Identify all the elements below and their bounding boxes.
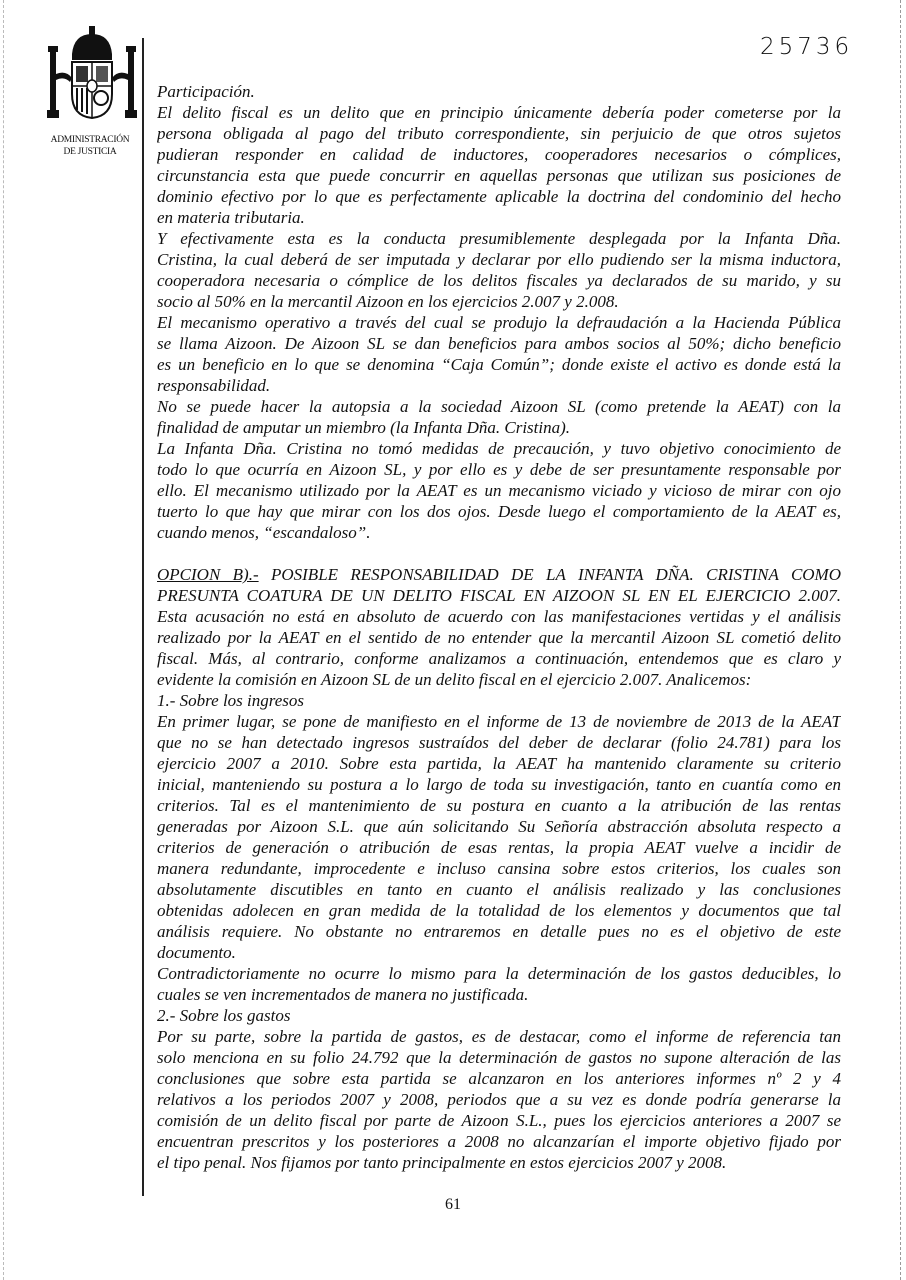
text-line: ello. El mecanismo utilizado por la AEAT es un mecanismo viciado y vicioso de mirar con ojo — [157, 481, 841, 500]
scan-edge-left — [3, 0, 5, 1280]
text-line: todo lo que ocurría en Aizoon SL, y por ello es y debe de ser presuntamente responsable por — [157, 460, 841, 479]
section-heading-label: OPCION B).- — [157, 565, 259, 584]
text-line: ejercicio 2007 a 2010. Sobre esta partida, la AEAT ha mantenido claramente su criterio — [157, 754, 841, 773]
margin-rule — [142, 38, 144, 1196]
text-line: realizado por la AEAT en el sentido de no entender que la mercantil Aizoon SL cometió delito — [157, 628, 841, 647]
text-line: cooperadora necesaria o cómplice de los delitos fiscales ya declarados de su marido, y su — [157, 271, 841, 290]
text-line: solo menciona en su folio 24.792 que la determinación de gastos no supone alteración de las — [157, 1048, 841, 1067]
text-line: cuando menos, “escandaloso”. — [157, 523, 371, 542]
text-line: en materia tributaria. — [157, 208, 305, 227]
text-line: criterios. Tal es el mantenimiento de su postura en cuanto a la atribución de las rentas — [157, 796, 841, 815]
text-line: encuentran prescritos y los posteriores a 2008 no alcanzarían el importe objetivo fijado por — [157, 1132, 841, 1151]
section-heading-title: POSIBLE RESPONSABILIDAD DE LA INFANTA DÑA. CRISTINA COMO — [258, 565, 841, 584]
text-line: El mecanismo operativo a través del cual se produjo la defraudación a la Hacienda Pública — [157, 313, 841, 332]
text-line: cuales se ven incrementados de manera no justificada. — [157, 985, 529, 1004]
coat-of-arms-logo — [44, 24, 140, 124]
text-line: 1.- Sobre los ingresos — [157, 691, 305, 710]
text-line: 2.- Sobre los gastos — [157, 1006, 291, 1025]
text-line: En primer lugar, se pone de manifiesto en el informe de 13 de noviembre de 2013 de la AEAT — [157, 712, 841, 731]
institution-label — [40, 134, 140, 158]
scan-edge-right — [900, 0, 902, 1280]
text-line: persona obligada al pago del tributo correspondiente, sin perjuicio de que otros sujetos — [157, 124, 841, 143]
text-line: Cristina, la cual deberá de ser imputada y declarar por ello pudiendo ser la misma inductora, — [157, 250, 841, 269]
text-line: El delito fiscal es un delito que en principio únicamente debería poder cometerse por la — [157, 103, 841, 122]
text-line: fiscal. Más, al contrario, conforme analizamos a continuación, entendemos que es claro y — [157, 649, 841, 668]
text-line: Por su parte, sobre la partida de gastos, es de destacar, como el informe de referencia tan — [157, 1027, 841, 1046]
text-line: comisión de un delito fiscal por parte de Aizoon S.L., pues los ejercicios anteriores a 2007 se — [157, 1111, 841, 1130]
folio-number: 25736 — [760, 34, 854, 60]
text-line: generadas por Aizoon S.L. que aún solicitando Su Señoría abstracción absoluta respecto a — [157, 817, 841, 836]
text-line: La Infanta Dña. Cristina no tomó medidas de precaución, y tuvo objetivo conocimiento de — [157, 439, 841, 458]
text-line: responsabilidad. — [157, 376, 271, 395]
text-line: que no se han detectado ingresos sustraídos del deber de declarar (folio 24.781) para los — [157, 733, 841, 752]
text-line: manera redundante, improcedente e incluso cansina sobre estos criterios, los cuales son — [157, 859, 841, 878]
text-line: el tipo penal. Nos fijamos por tanto principalmente en estos ejercicios 2007 y 2008. — [157, 1153, 727, 1172]
text-line: No se puede hacer la autopsia a la sociedad Aizoon SL (como pretende la AEAT) con la — [157, 397, 841, 416]
text-line: Participación. — [157, 82, 255, 101]
text-line: inicial, manteniendo su postura a lo largo de toda su investigación, tanto en cuantía como en — [157, 775, 841, 794]
text-line: finalidad de amputar un miembro (la Infanta Dña. Cristina). — [157, 418, 571, 437]
text-line: conclusiones que sobre esta partida se alcanzaron en los anteriores informes nº 2 y 4 — [157, 1069, 841, 1088]
text-line: socio al 50% en la mercantil Aizoon en los ejercicios 2.007 y 2.008. — [157, 292, 619, 311]
text-line: absolutamente discutibles en tanto en cuanto el análisis realizado y las conclusiones — [157, 880, 841, 899]
text-line: tuerto lo que hay que mirar con los dos ojos. Desde luego el comportamiento de la AEAT es, — [157, 502, 841, 521]
text-line: criterios de generación o atribución de esas rentas, la propia AEAT vuelve a incidir de — [157, 838, 841, 857]
section-heading — [157, 564, 841, 585]
text-line: dominio efectivo por lo que es perfectamente aplicable la doctrina del condominio del hecho — [157, 187, 841, 206]
text-line: circunstancia esta que puede concurrir en aquellas personas que utilizan sus posiciones de — [157, 166, 841, 185]
text-line: documento. — [157, 943, 236, 962]
institution-line-2: DE JUSTICIA — [63, 147, 117, 157]
text-line: obtenidas adolecen en gran medida de la totalidad de los elementos y documentos que tal — [157, 901, 841, 920]
text-line: relativos a los periodos 2007 y 2008, periodos que a su vez es donde podría generarse la — [157, 1090, 841, 1109]
text-line: Y efectivamente esta es la conducta presumiblemente desplegada por la Infanta Dña. — [157, 229, 841, 248]
text-line: Esta acusación no está en absoluto de acuerdo con las manifestaciones vertidas y el análisis — [157, 607, 841, 626]
text-line: análisis requiere. No obstante no entraremos en detalle pues no es el objetivo de este — [157, 922, 841, 941]
text-line: se llama Aizoon. De Aizoon SL se dan beneficios para ambos socios al 50%; dicho beneficio — [157, 334, 841, 353]
text-line: Contradictoriamente no ocurre lo mismo para la determinación de los gastos deducibles, lo — [157, 964, 841, 983]
text-line: PRESUNTA COATURA DE UN DELITO FISCAL EN AIZOON SL EN EL EJERCICIO 2.007. — [157, 586, 841, 605]
text-line: pudieran responder en calidad de inductores, cooperadores necesarios o cómplices, — [157, 145, 841, 164]
text-line: evidente la comisión en Aizoon SL de un delito fiscal en el ejercicio 2.007. Analicemos: — [157, 670, 752, 689]
text-line: es un beneficio en lo que se denomina “Caja Común”; donde existe el activo es donde está la — [157, 355, 841, 374]
institution-line-1: ADMINISTRACIÓN — [50, 135, 130, 145]
page-number: 61 — [445, 1196, 461, 1213]
